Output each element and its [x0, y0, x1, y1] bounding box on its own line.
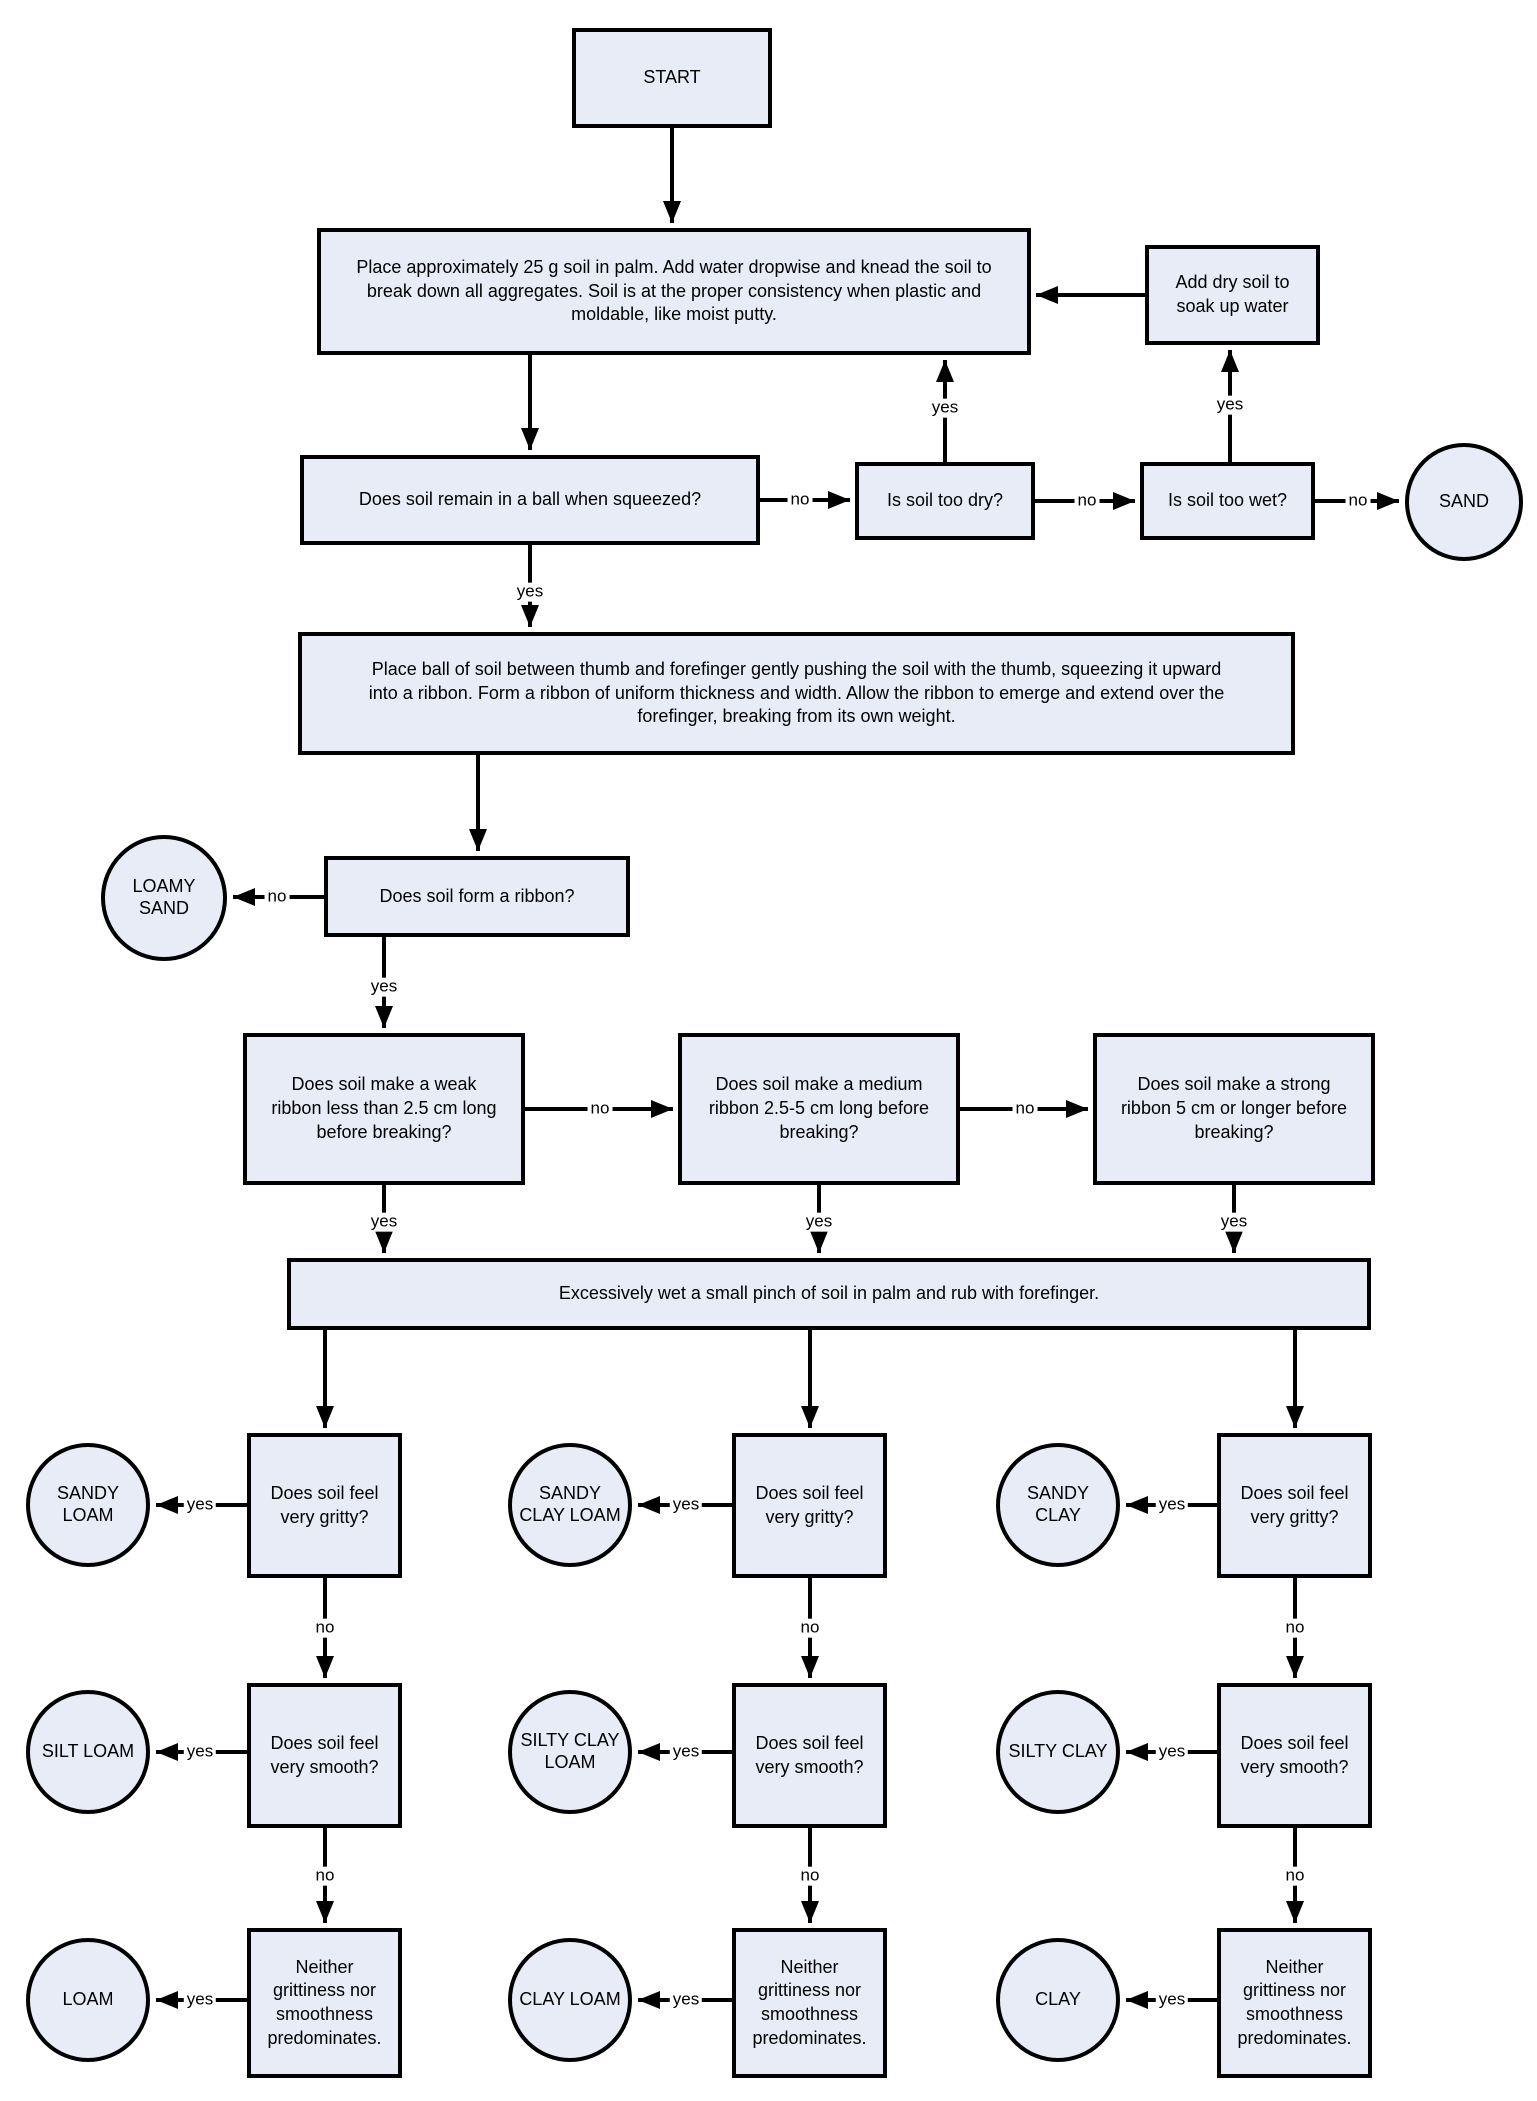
node-too-wet-question: Is soil too wet?: [1140, 462, 1315, 540]
edge-label-no-gritty-1: no: [313, 1619, 338, 1638]
node-start: START: [572, 28, 772, 128]
node-gritty-question-3: Does soil feel very gritty?: [1217, 1433, 1372, 1578]
edge-label-no-form-ribbon: no: [265, 888, 290, 907]
edge-label-yes-smooth-2: yes: [670, 1743, 702, 1762]
edge-label-no-weak: no: [588, 1100, 613, 1119]
node-gritty-question-2: Does soil feel very gritty?: [732, 1433, 887, 1578]
node-gritty-question-1: Does soil feel very gritty?: [247, 1433, 402, 1578]
node-sandy-clay: SANDY CLAY: [996, 1443, 1120, 1567]
node-neither-question-1: Neither grittiness nor smoothness predominates.: [247, 1928, 402, 2078]
node-ribbon-procedure: Place ball of soil between thumb and forefinger gently pushing the soil with the thumb, squeezing it upward into a ribbon. Form a ribbon of uniform thickness and width. Allow the ribbon to emerge and extend over the forefinger, breaking from its own weight.: [298, 632, 1295, 755]
edge-label-yes-smooth-1: yes: [184, 1743, 216, 1762]
node-silty-clay: SILTY CLAY: [996, 1690, 1120, 1814]
edge-label-yes-gritty-1: yes: [184, 1496, 216, 1515]
node-clay: CLAY: [996, 1938, 1120, 2062]
edge-label-yes-weak: yes: [368, 1213, 400, 1232]
edge-label-no-too-dry: no: [1075, 492, 1100, 511]
node-form-ribbon-question: Does soil form a ribbon?: [324, 856, 630, 937]
edge-label-no-ball: no: [788, 491, 813, 510]
node-sandy-loam: SANDY LOAM: [26, 1443, 150, 1567]
edge-label-yes-gritty-2: yes: [670, 1496, 702, 1515]
edge-label-no-medium: no: [1013, 1100, 1038, 1119]
node-strong-ribbon-question: Does soil make a strong ribbon 5 cm or longer before breaking?: [1093, 1033, 1375, 1185]
edge-label-yes-gritty-3: yes: [1156, 1496, 1188, 1515]
edge-label-no-gritty-2: no: [798, 1619, 823, 1638]
edge-label-yes-neither-3: yes: [1156, 1991, 1188, 2010]
node-silty-clay-loam: SILTY CLAY LOAM: [508, 1690, 632, 1814]
edge-label-no-too-wet: no: [1346, 492, 1371, 511]
edge-label-no-smooth-2: no: [798, 1867, 823, 1886]
node-wet-pinch: Excessively wet a small pinch of soil in palm and rub with forefinger.: [287, 1258, 1371, 1330]
edge-label-yes-medium: yes: [803, 1213, 835, 1232]
edge-label-yes-too-wet: yes: [1214, 396, 1246, 415]
node-loamy-sand: LOAMY SAND: [101, 835, 227, 961]
node-smooth-question-3: Does soil feel very smooth?: [1217, 1683, 1372, 1828]
edge-label-no-smooth-1: no: [313, 1867, 338, 1886]
node-sandy-clay-loam: SANDY CLAY LOAM: [508, 1443, 632, 1567]
node-too-dry-question: Is soil too dry?: [855, 462, 1035, 540]
edge-label-yes-strong: yes: [1218, 1213, 1250, 1232]
edge-label-yes-form-ribbon: yes: [368, 978, 400, 997]
node-smooth-question-1: Does soil feel very smooth?: [247, 1683, 402, 1828]
node-loam: LOAM: [26, 1938, 150, 2062]
edge-label-no-gritty-3: no: [1283, 1619, 1308, 1638]
node-weak-ribbon-question: Does soil make a weak ribbon less than 2.5 cm long before breaking?: [243, 1033, 525, 1185]
edge-label-yes-ball: yes: [514, 583, 546, 602]
node-smooth-question-2: Does soil feel very smooth?: [732, 1683, 887, 1828]
node-add-dry-soil: Add dry soil to soak up water: [1145, 245, 1320, 345]
node-clay-loam: CLAY LOAM: [508, 1938, 632, 2062]
node-medium-ribbon-question: Does soil make a medium ribbon 2.5-5 cm long before breaking?: [678, 1033, 960, 1185]
edge-label-yes-neither-2: yes: [670, 1991, 702, 2010]
edge-label-yes-too-dry: yes: [929, 399, 961, 418]
node-sand: SAND: [1405, 443, 1523, 561]
node-prepare-soil: Place approximately 25 g soil in palm. Add water dropwise and knead the soil to break down all aggregates. Soil is at the proper consistency when plastic and moldable, like moist putty.: [317, 228, 1031, 355]
node-neither-question-2: Neither grittiness nor smoothness predominates.: [732, 1928, 887, 2078]
node-ball-question: Does soil remain in a ball when squeezed?: [300, 455, 760, 545]
node-silt-loam: SILT LOAM: [26, 1690, 150, 1814]
edge-label-yes-smooth-3: yes: [1156, 1743, 1188, 1762]
edge-label-no-smooth-3: no: [1283, 1867, 1308, 1886]
edge-label-yes-neither-1: yes: [184, 1991, 216, 2010]
node-neither-question-3: Neither grittiness nor smoothness predominates.: [1217, 1928, 1372, 2078]
